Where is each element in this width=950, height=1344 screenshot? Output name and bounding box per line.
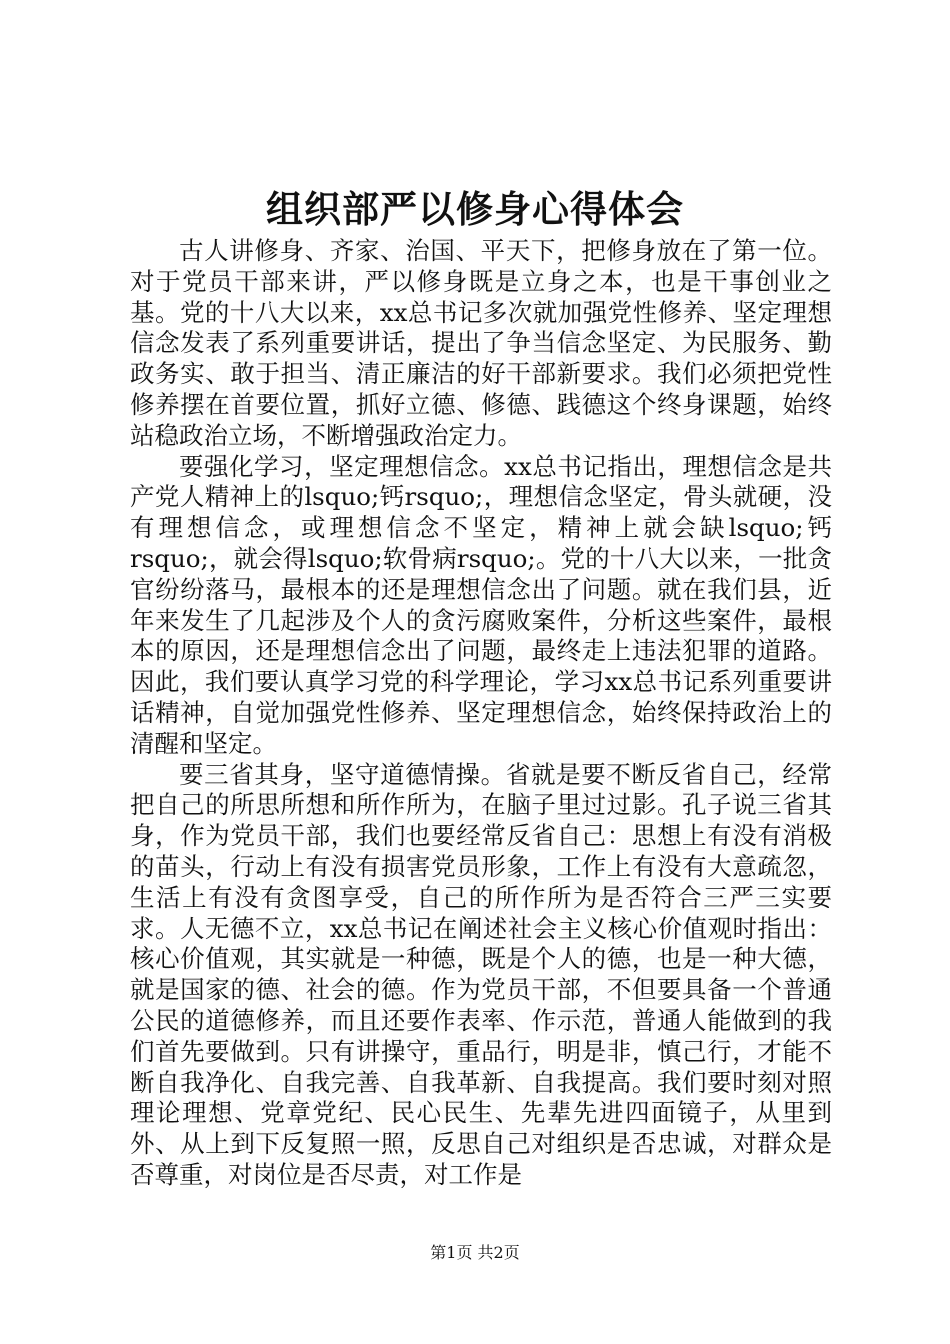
paragraph-3: 要三省其身，坚守道德情操。省就是要不断反省自己，经常把自己的所思所想和所作所为，在脑子里过过影。孔子说三省其身，作为党员干部，我们也要经常反省自己：思想上有没有消极的苗头，行动上有没有损害党员形象，工作上有没有大意疏忽，生活上有没有贪图享受，自己的所作所为是否符合三严三实要求。人无德不立，xx总书记在阐述社会主义核心价值观时指出：核心价值观，其实就是一种德，既是个人的德，也是一种大德，就是国家的德、社会的德。作为党员干部，不但要具备一个普通公民的道德修养，而且还要作表率、作示范，普通人能做到的我们首先要做到。只有讲操守，重品行，明是非，慎己行，才能不断自我净化、自我完善、自我革新、自我提高。我们要时刻对照理论理想、党章党纪、民心民生、先辈先进四面镜子，从里到外、从上到下反复照一照，反思自己对组织是否忠诚，对群众是否尊重，对岗位是否尽责，对工作是 bbox=[130, 759, 832, 1189]
paragraph-2: 要强化学习，坚定理想信念。xx总书记指出，理想信念是共产党人精神上的lsquo;钙rsquo;，理想信念坚定，骨头就硬，没有理想信念，或理想信念不坚定，精神上就会缺lsquo;钙rsquo;，就会得lsquo;软骨病rsquo;。党的十八大以来，一批贪官纷纷落马，最根本的还是理想信念出了问题。就在我们县，近年来发生了几起涉及个人的贪污腐败案件，分析这些案件，最根本的原因，还是理想信念出了问题，最终走上违法犯罪的道路。因此，我们要认真学习党的科学理论，学习xx总书记系列重要讲话精神，自觉加强党性修养、坚定理想信念，始终保持政治上的清醒和坚定。 bbox=[130, 451, 832, 758]
paragraph-1: 古人讲修身、齐家、治国、平天下，把修身放在了第一位。对于党员干部来讲，严以修身既是立身之本，也是干事创业之基。党的十八大以来，xx总书记多次就加强党性修养、坚定理想信念发表了系列重要讲话，提出了争当信念坚定、为民服务、勤政务实、敢于担当、清正廉洁的好干部新要求。我们必须把党性修养摆在首要位置，抓好立德、修德、践德这个终身课题，始终站稳政治立场，不断增强政治定力。 bbox=[130, 236, 832, 450]
document-body bbox=[130, 236, 832, 1191]
page-footer: 第1页 共2页 bbox=[430, 1243, 520, 1262]
document-title: 组织部严以修身心得体会 bbox=[266, 187, 684, 231]
